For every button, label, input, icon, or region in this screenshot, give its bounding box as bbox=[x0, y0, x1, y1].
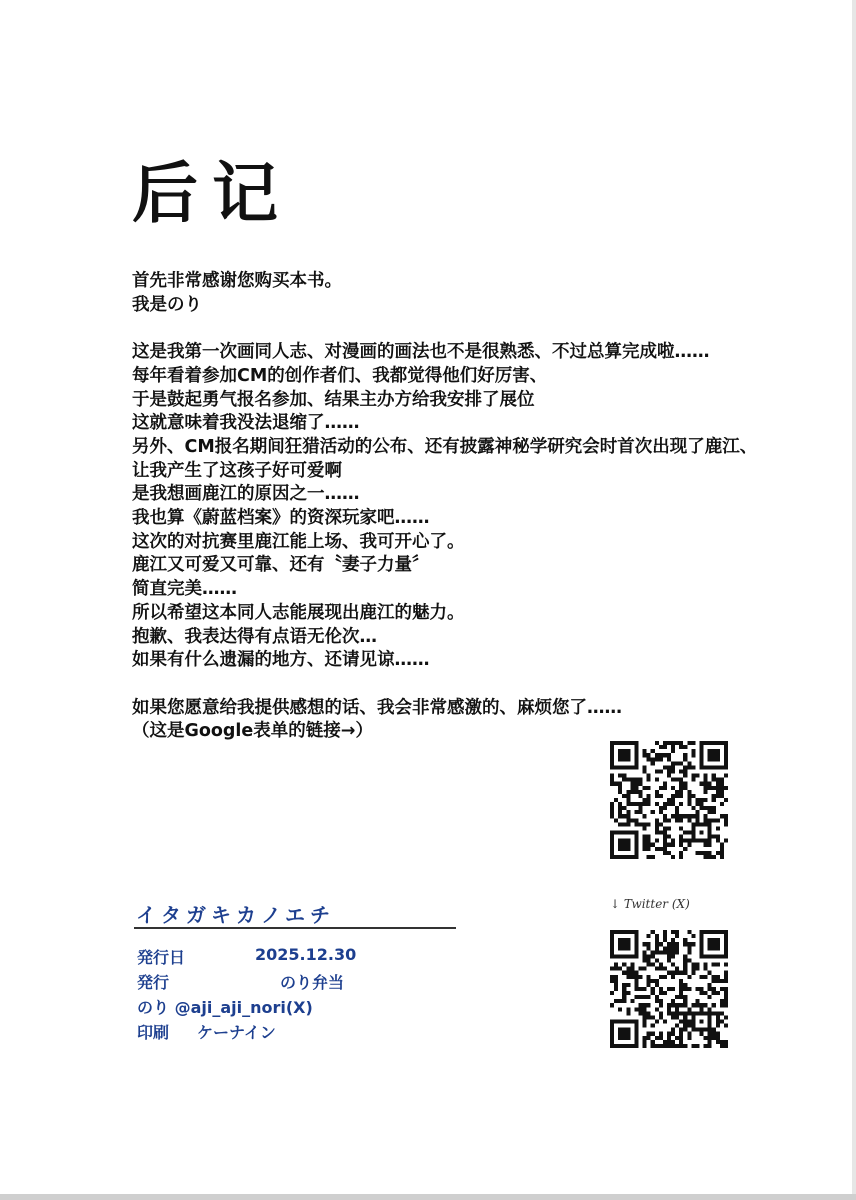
text-line: 于是鼓起勇气报名参加、结果主办方给我安排了展位 bbox=[132, 389, 535, 410]
text-line: 这就意味着我没法退缩了…… bbox=[132, 413, 360, 434]
colophon-row-date bbox=[137, 945, 357, 970]
colophon-key: 印刷 bbox=[137, 1023, 170, 1042]
text-line: 让我产生了这孩子好可爱啊 bbox=[132, 460, 342, 481]
colophon-row-printer bbox=[137, 1020, 313, 1045]
colophon-row-author bbox=[137, 995, 313, 1020]
twitter-label: ↓ Twitter (X) bbox=[610, 897, 690, 911]
text-line: 抱歉、我表达得有点语无伦次… bbox=[132, 626, 377, 647]
form-qr-code-icon[interactable] bbox=[610, 741, 728, 859]
page-edge bbox=[852, 0, 856, 1200]
text-line: 这次的对抗赛里鹿江能上场、我可开心了。 bbox=[132, 531, 465, 552]
divider bbox=[134, 927, 456, 929]
afterword-body bbox=[132, 270, 822, 744]
text-line: 每年看着参加CM的创作者们、我都觉得他们好厉害、 bbox=[132, 365, 548, 386]
text-line: 是我想画鹿江的原因之一…… bbox=[132, 484, 360, 505]
page-edge bbox=[0, 1194, 856, 1200]
colophon-value: のり弁当 bbox=[280, 973, 345, 992]
text-line: 我也算《蔚蓝档案》的资深玩家吧…… bbox=[132, 508, 430, 529]
text-line: （这是Google表单的链接→） bbox=[132, 721, 373, 742]
colophon-value: ケーナイン bbox=[197, 1023, 276, 1042]
text-line: 鹿江又可爱又可靠、还有〝妻子力量〞 bbox=[132, 555, 430, 576]
text-line: 如果有什么遗漏的地方、还请见谅…… bbox=[132, 650, 430, 671]
text-line: 所以希望这本同人志能展现出鹿江的魅力。 bbox=[132, 602, 465, 623]
text-line: 首先非常感谢您购买本书。 bbox=[132, 271, 342, 291]
colophon-row-publisher bbox=[137, 970, 345, 995]
colophon bbox=[137, 945, 357, 1045]
text-line: 这是我第一次画同人志、对漫画的画法也不是很熟悉、不过总算完成啦…… bbox=[132, 342, 710, 363]
colophon-value: 2025.12.30 bbox=[255, 945, 357, 964]
colophon-key: 発行日 bbox=[137, 948, 186, 967]
colophon-title: イタガキカノエチ bbox=[136, 903, 335, 927]
text-line: 如果您愿意给我提供感想的话、我会非常感激的、麻烦您了…… bbox=[132, 697, 622, 718]
text-line: 我是のり bbox=[132, 294, 202, 315]
page-title: 后记 bbox=[132, 154, 292, 232]
twitter-qr-code-icon[interactable] bbox=[610, 930, 728, 1048]
text-line: 另外、CM报名期间狂猎活动的公布、还有披露神秘学研究会时首次出现了鹿江、 bbox=[132, 436, 758, 457]
colophon-key: のり @aji_aji_nori(X) bbox=[137, 998, 313, 1017]
text-line: 简直完美…… bbox=[132, 579, 237, 600]
colophon-key: 発行 bbox=[137, 973, 170, 992]
